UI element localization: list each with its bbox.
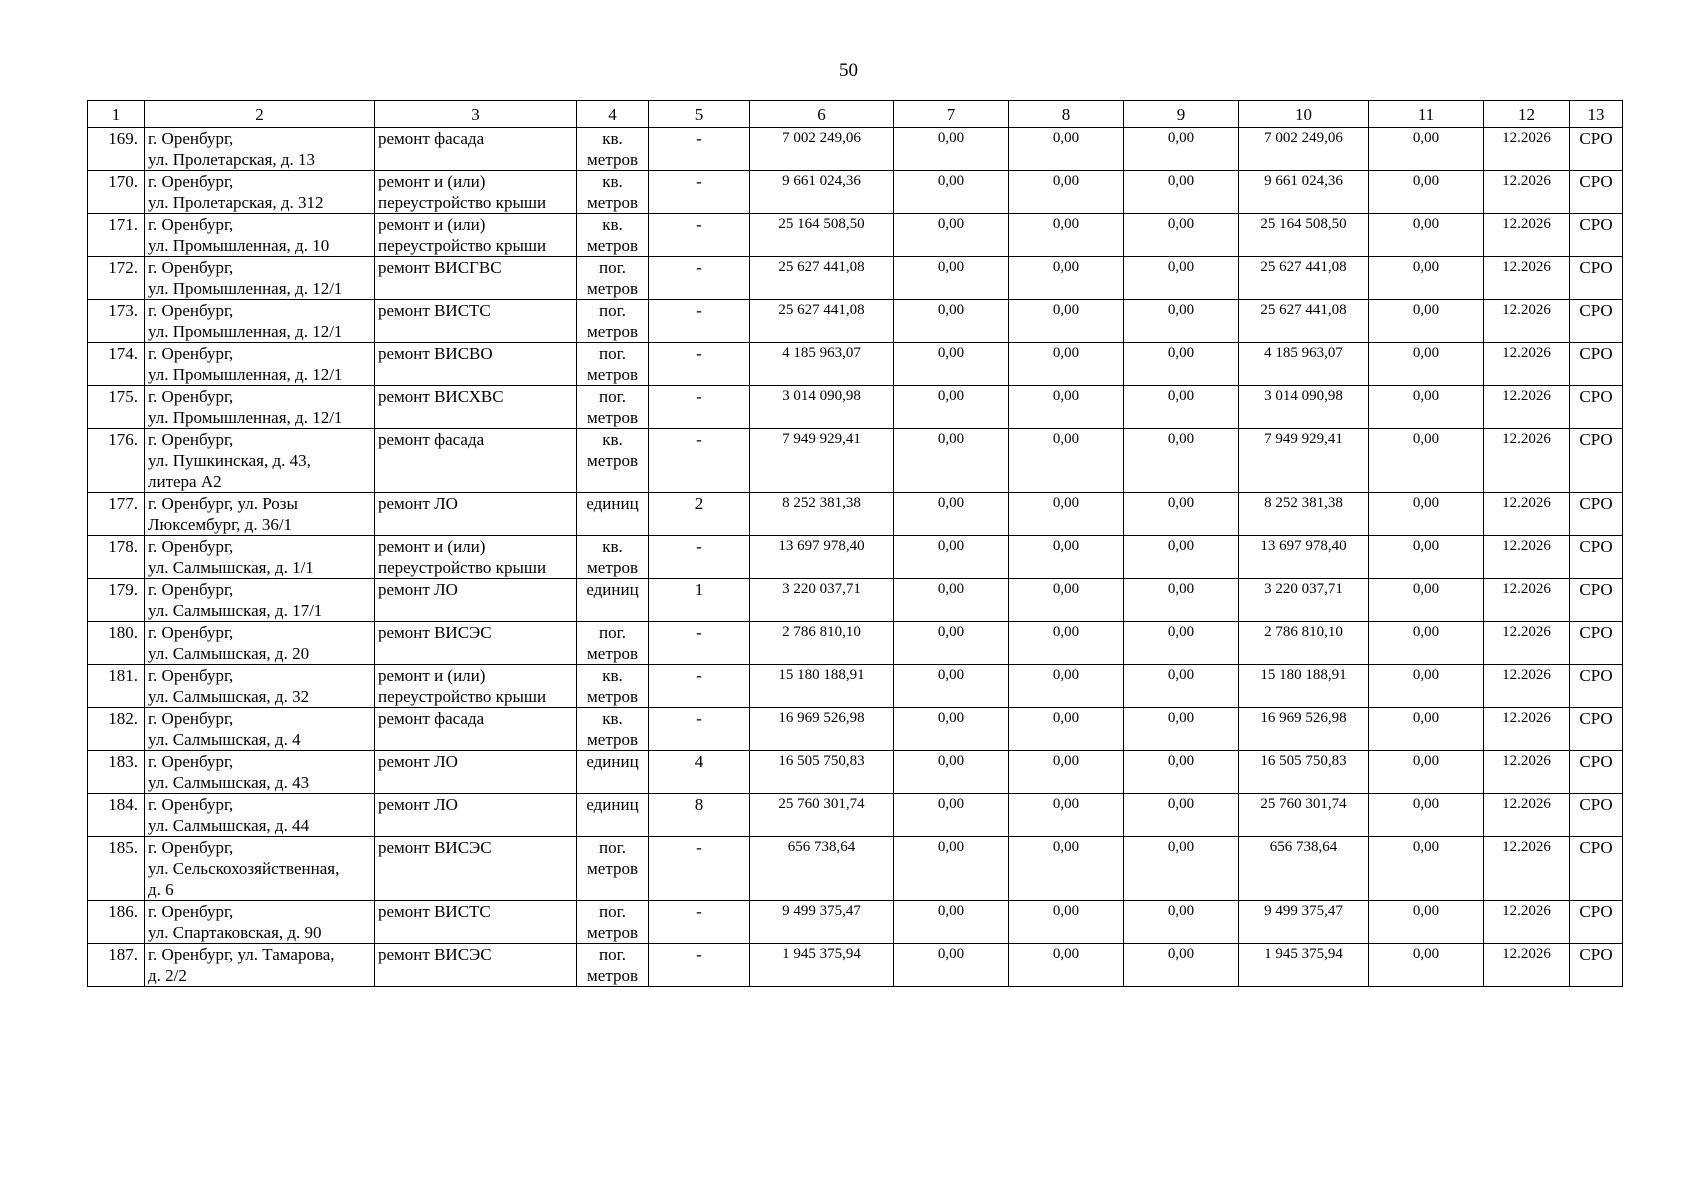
completion-date-cell: 12.2026 bbox=[1484, 665, 1570, 708]
column-11-cell: 0,00 bbox=[1369, 214, 1484, 257]
column-9-cell: 0,00 bbox=[1124, 837, 1239, 901]
unit-cell: пог. метров bbox=[577, 300, 649, 343]
column-11-cell: 0,00 bbox=[1369, 944, 1484, 987]
completion-date-cell: 12.2026 bbox=[1484, 579, 1570, 622]
unit-cell: кв. метров bbox=[577, 665, 649, 708]
column-9-cell: 0,00 bbox=[1124, 128, 1239, 171]
completion-date-cell: 12.2026 bbox=[1484, 429, 1570, 493]
funding-source-cell: СРО bbox=[1570, 837, 1623, 901]
funding-source-cell: СРО bbox=[1570, 708, 1623, 751]
total-cost-cell: 4 185 963,07 bbox=[750, 343, 894, 386]
unit-cell: пог. метров bbox=[577, 257, 649, 300]
funding-source-cell: СРО bbox=[1570, 901, 1623, 944]
row-number: 187. bbox=[88, 944, 145, 987]
column-7-cell: 0,00 bbox=[894, 214, 1009, 257]
funding-source-cell: СРО bbox=[1570, 751, 1623, 794]
column-8-cell: 0,00 bbox=[1009, 171, 1124, 214]
column-header-7: 7 bbox=[894, 101, 1009, 128]
unit-cell: кв. метров bbox=[577, 536, 649, 579]
funding-source-cell: СРО bbox=[1570, 536, 1623, 579]
column-8-cell: 0,00 bbox=[1009, 214, 1124, 257]
column-11-cell: 0,00 bbox=[1369, 300, 1484, 343]
column-9-cell: 0,00 bbox=[1124, 665, 1239, 708]
total-cost-cell: 9 661 024,36 bbox=[750, 171, 894, 214]
column-9-cell: 0,00 bbox=[1124, 386, 1239, 429]
work-type-cell: ремонт фасада bbox=[375, 708, 577, 751]
table-row bbox=[88, 536, 1623, 579]
total-cost-cell: 16 969 526,98 bbox=[750, 708, 894, 751]
column-7-cell: 0,00 bbox=[894, 300, 1009, 343]
row-number: 173. bbox=[88, 300, 145, 343]
column-11-cell: 0,00 bbox=[1369, 751, 1484, 794]
column-7-cell: 0,00 bbox=[894, 386, 1009, 429]
row-number: 183. bbox=[88, 751, 145, 794]
column-header-5: 5 bbox=[649, 101, 750, 128]
quantity-cell: - bbox=[649, 901, 750, 944]
funding-source-cell: СРО bbox=[1570, 665, 1623, 708]
column-11-cell: 0,00 bbox=[1369, 665, 1484, 708]
column-header-13: 13 bbox=[1570, 101, 1623, 128]
column-header-6: 6 bbox=[750, 101, 894, 128]
column-9-cell: 0,00 bbox=[1124, 257, 1239, 300]
funding-source-cell: СРО bbox=[1570, 794, 1623, 837]
address-cell: г. Оренбург, ул. Салмышская, д. 20 bbox=[145, 622, 375, 665]
table-row bbox=[88, 622, 1623, 665]
page-number: 50 bbox=[839, 60, 858, 81]
column-9-cell: 0,00 bbox=[1124, 579, 1239, 622]
unit-cell: кв. метров bbox=[577, 214, 649, 257]
address-cell: г. Оренбург, ул. Сельскохозяйственная, д. 6 bbox=[145, 837, 375, 901]
column-10-cell: 656 738,64 bbox=[1239, 837, 1369, 901]
completion-date-cell: 12.2026 bbox=[1484, 708, 1570, 751]
quantity-cell: - bbox=[649, 386, 750, 429]
column-9-cell: 0,00 bbox=[1124, 622, 1239, 665]
quantity-cell: - bbox=[649, 171, 750, 214]
column-9-cell: 0,00 bbox=[1124, 794, 1239, 837]
repair-register-table bbox=[87, 100, 1623, 987]
completion-date-cell: 12.2026 bbox=[1484, 622, 1570, 665]
quantity-cell: 8 bbox=[649, 794, 750, 837]
column-8-cell: 0,00 bbox=[1009, 300, 1124, 343]
column-8-cell: 0,00 bbox=[1009, 536, 1124, 579]
address-cell: г. Оренбург, ул. Промышленная, д. 12/1 bbox=[145, 386, 375, 429]
column-8-cell: 0,00 bbox=[1009, 493, 1124, 536]
unit-cell: единиц bbox=[577, 751, 649, 794]
column-10-cell: 16 969 526,98 bbox=[1239, 708, 1369, 751]
address-cell: г. Оренбург, ул. Салмышская, д. 32 bbox=[145, 665, 375, 708]
column-11-cell: 0,00 bbox=[1369, 794, 1484, 837]
column-11-cell: 0,00 bbox=[1369, 536, 1484, 579]
column-11-cell: 0,00 bbox=[1369, 493, 1484, 536]
work-type-cell: ремонт ВИСТС bbox=[375, 901, 577, 944]
quantity-cell: - bbox=[649, 257, 750, 300]
column-10-cell: 7 002 249,06 bbox=[1239, 128, 1369, 171]
quantity-cell: - bbox=[649, 944, 750, 987]
funding-source-cell: СРО bbox=[1570, 429, 1623, 493]
work-type-cell: ремонт ЛО bbox=[375, 794, 577, 837]
address-cell: г. Оренбург, ул. Салмышская, д. 44 bbox=[145, 794, 375, 837]
work-type-cell: ремонт ЛО bbox=[375, 579, 577, 622]
funding-source-cell: СРО bbox=[1570, 214, 1623, 257]
column-10-cell: 2 786 810,10 bbox=[1239, 622, 1369, 665]
column-7-cell: 0,00 bbox=[894, 128, 1009, 171]
table-row bbox=[88, 493, 1623, 536]
column-8-cell: 0,00 bbox=[1009, 343, 1124, 386]
unit-cell: пог. метров bbox=[577, 901, 649, 944]
total-cost-cell: 8 252 381,38 bbox=[750, 493, 894, 536]
total-cost-cell: 13 697 978,40 bbox=[750, 536, 894, 579]
row-number: 184. bbox=[88, 794, 145, 837]
column-7-cell: 0,00 bbox=[894, 579, 1009, 622]
column-9-cell: 0,00 bbox=[1124, 214, 1239, 257]
row-number: 180. bbox=[88, 622, 145, 665]
row-number: 169. bbox=[88, 128, 145, 171]
completion-date-cell: 12.2026 bbox=[1484, 837, 1570, 901]
funding-source-cell: СРО bbox=[1570, 343, 1623, 386]
address-cell: г. Оренбург, ул. Промышленная, д. 12/1 bbox=[145, 343, 375, 386]
address-cell: г. Оренбург, ул. Пролетарская, д. 13 bbox=[145, 128, 375, 171]
column-10-cell: 9 499 375,47 bbox=[1239, 901, 1369, 944]
column-7-cell: 0,00 bbox=[894, 536, 1009, 579]
unit-cell: единиц bbox=[577, 493, 649, 536]
address-cell: г. Оренбург, ул. Салмышская, д. 17/1 bbox=[145, 579, 375, 622]
work-type-cell: ремонт ЛО bbox=[375, 751, 577, 794]
column-8-cell: 0,00 bbox=[1009, 622, 1124, 665]
table-row bbox=[88, 128, 1623, 171]
work-type-cell: ремонт ВИСТС bbox=[375, 300, 577, 343]
quantity-cell: - bbox=[649, 300, 750, 343]
column-11-cell: 0,00 bbox=[1369, 837, 1484, 901]
column-11-cell: 0,00 bbox=[1369, 429, 1484, 493]
address-cell: г. Оренбург, ул. Промышленная, д. 10 bbox=[145, 214, 375, 257]
column-header-10: 10 bbox=[1239, 101, 1369, 128]
address-cell: г. Оренбург, ул. Пушкинская, д. 43, литера А2 bbox=[145, 429, 375, 493]
completion-date-cell: 12.2026 bbox=[1484, 794, 1570, 837]
total-cost-cell: 3 014 090,98 bbox=[750, 386, 894, 429]
total-cost-cell: 16 505 750,83 bbox=[750, 751, 894, 794]
quantity-cell: 1 bbox=[649, 579, 750, 622]
table-row bbox=[88, 837, 1623, 901]
total-cost-cell: 2 786 810,10 bbox=[750, 622, 894, 665]
column-11-cell: 0,00 bbox=[1369, 579, 1484, 622]
quantity-cell: - bbox=[649, 343, 750, 386]
address-cell: г. Оренбург, ул. Тамарова, д. 2/2 bbox=[145, 944, 375, 987]
total-cost-cell: 7 002 249,06 bbox=[750, 128, 894, 171]
work-type-cell: ремонт ВИСВО bbox=[375, 343, 577, 386]
quantity-cell: 2 bbox=[649, 493, 750, 536]
column-10-cell: 25 627 441,08 bbox=[1239, 300, 1369, 343]
quantity-cell: - bbox=[649, 837, 750, 901]
column-7-cell: 0,00 bbox=[894, 901, 1009, 944]
column-10-cell: 9 661 024,36 bbox=[1239, 171, 1369, 214]
column-header-11: 11 bbox=[1369, 101, 1484, 128]
column-9-cell: 0,00 bbox=[1124, 343, 1239, 386]
row-number: 185. bbox=[88, 837, 145, 901]
column-7-cell: 0,00 bbox=[894, 493, 1009, 536]
table-row bbox=[88, 901, 1623, 944]
table-row bbox=[88, 708, 1623, 751]
quantity-cell: - bbox=[649, 128, 750, 171]
funding-source-cell: СРО bbox=[1570, 300, 1623, 343]
completion-date-cell: 12.2026 bbox=[1484, 214, 1570, 257]
column-11-cell: 0,00 bbox=[1369, 901, 1484, 944]
quantity-cell: - bbox=[649, 708, 750, 751]
column-9-cell: 0,00 bbox=[1124, 901, 1239, 944]
address-cell: г. Оренбург, ул. Салмышская, д. 4 bbox=[145, 708, 375, 751]
work-type-cell: ремонт и (или) переустройство крыши bbox=[375, 214, 577, 257]
column-7-cell: 0,00 bbox=[894, 944, 1009, 987]
column-10-cell: 15 180 188,91 bbox=[1239, 665, 1369, 708]
unit-cell: пог. метров bbox=[577, 837, 649, 901]
funding-source-cell: СРО bbox=[1570, 257, 1623, 300]
total-cost-cell: 9 499 375,47 bbox=[750, 901, 894, 944]
unit-cell: пог. метров bbox=[577, 622, 649, 665]
work-type-cell: ремонт ВИСЭС bbox=[375, 622, 577, 665]
total-cost-cell: 25 627 441,08 bbox=[750, 300, 894, 343]
column-7-cell: 0,00 bbox=[894, 171, 1009, 214]
quantity-cell: - bbox=[649, 429, 750, 493]
quantity-cell: - bbox=[649, 214, 750, 257]
address-cell: г. Оренбург, ул. Спартаковская, д. 90 bbox=[145, 901, 375, 944]
header-row bbox=[88, 101, 1623, 128]
column-11-cell: 0,00 bbox=[1369, 622, 1484, 665]
column-9-cell: 0,00 bbox=[1124, 536, 1239, 579]
table-row bbox=[88, 429, 1623, 493]
column-11-cell: 0,00 bbox=[1369, 171, 1484, 214]
column-8-cell: 0,00 bbox=[1009, 386, 1124, 429]
column-10-cell: 4 185 963,07 bbox=[1239, 343, 1369, 386]
unit-cell: единиц bbox=[577, 579, 649, 622]
total-cost-cell: 656 738,64 bbox=[750, 837, 894, 901]
column-7-cell: 0,00 bbox=[894, 665, 1009, 708]
row-number: 178. bbox=[88, 536, 145, 579]
work-type-cell: ремонт фасада bbox=[375, 429, 577, 493]
column-7-cell: 0,00 bbox=[894, 429, 1009, 493]
column-10-cell: 1 945 375,94 bbox=[1239, 944, 1369, 987]
table-row bbox=[88, 214, 1623, 257]
funding-source-cell: СРО bbox=[1570, 622, 1623, 665]
work-type-cell: ремонт ВИСГВС bbox=[375, 257, 577, 300]
column-9-cell: 0,00 bbox=[1124, 429, 1239, 493]
column-header-3: 3 bbox=[375, 101, 577, 128]
column-9-cell: 0,00 bbox=[1124, 751, 1239, 794]
total-cost-cell: 25 760 301,74 bbox=[750, 794, 894, 837]
column-7-cell: 0,00 bbox=[894, 257, 1009, 300]
unit-cell: пог. метров bbox=[577, 343, 649, 386]
row-number: 182. bbox=[88, 708, 145, 751]
table-row bbox=[88, 257, 1623, 300]
completion-date-cell: 12.2026 bbox=[1484, 257, 1570, 300]
column-8-cell: 0,00 bbox=[1009, 665, 1124, 708]
quantity-cell: - bbox=[649, 665, 750, 708]
column-10-cell: 8 252 381,38 bbox=[1239, 493, 1369, 536]
column-11-cell: 0,00 bbox=[1369, 386, 1484, 429]
row-number: 179. bbox=[88, 579, 145, 622]
column-7-cell: 0,00 bbox=[894, 708, 1009, 751]
column-10-cell: 7 949 929,41 bbox=[1239, 429, 1369, 493]
column-7-cell: 0,00 bbox=[894, 751, 1009, 794]
work-type-cell: ремонт ВИСЭС bbox=[375, 944, 577, 987]
table-row bbox=[88, 300, 1623, 343]
table-row bbox=[88, 794, 1623, 837]
total-cost-cell: 3 220 037,71 bbox=[750, 579, 894, 622]
column-9-cell: 0,00 bbox=[1124, 300, 1239, 343]
column-header-8: 8 bbox=[1009, 101, 1124, 128]
column-9-cell: 0,00 bbox=[1124, 171, 1239, 214]
row-number: 177. bbox=[88, 493, 145, 536]
table-row bbox=[88, 944, 1623, 987]
row-number: 170. bbox=[88, 171, 145, 214]
address-cell: г. Оренбург, ул. Розы Люксембург, д. 36/1 bbox=[145, 493, 375, 536]
table-row bbox=[88, 579, 1623, 622]
column-11-cell: 0,00 bbox=[1369, 257, 1484, 300]
address-cell: г. Оренбург, ул. Салмышская, д. 43 bbox=[145, 751, 375, 794]
column-8-cell: 0,00 bbox=[1009, 751, 1124, 794]
column-8-cell: 0,00 bbox=[1009, 837, 1124, 901]
row-number: 175. bbox=[88, 386, 145, 429]
column-8-cell: 0,00 bbox=[1009, 901, 1124, 944]
address-cell: г. Оренбург, ул. Промышленная, д. 12/1 bbox=[145, 300, 375, 343]
funding-source-cell: СРО bbox=[1570, 944, 1623, 987]
column-8-cell: 0,00 bbox=[1009, 128, 1124, 171]
column-8-cell: 0,00 bbox=[1009, 429, 1124, 493]
unit-cell: кв. метров bbox=[577, 708, 649, 751]
table-row bbox=[88, 343, 1623, 386]
completion-date-cell: 12.2026 bbox=[1484, 751, 1570, 794]
row-number: 176. bbox=[88, 429, 145, 493]
column-10-cell: 3 014 090,98 bbox=[1239, 386, 1369, 429]
column-10-cell: 25 627 441,08 bbox=[1239, 257, 1369, 300]
completion-date-cell: 12.2026 bbox=[1484, 901, 1570, 944]
work-type-cell: ремонт и (или) переустройство крыши bbox=[375, 536, 577, 579]
funding-source-cell: СРО bbox=[1570, 386, 1623, 429]
funding-source-cell: СРО bbox=[1570, 493, 1623, 536]
completion-date-cell: 12.2026 bbox=[1484, 343, 1570, 386]
work-type-cell: ремонт ВИСХВС bbox=[375, 386, 577, 429]
row-number: 174. bbox=[88, 343, 145, 386]
column-7-cell: 0,00 bbox=[894, 622, 1009, 665]
column-10-cell: 25 760 301,74 bbox=[1239, 794, 1369, 837]
column-8-cell: 0,00 bbox=[1009, 579, 1124, 622]
column-8-cell: 0,00 bbox=[1009, 708, 1124, 751]
funding-source-cell: СРО bbox=[1570, 171, 1623, 214]
quantity-cell: - bbox=[649, 622, 750, 665]
quantity-cell: - bbox=[649, 536, 750, 579]
column-11-cell: 0,00 bbox=[1369, 708, 1484, 751]
row-number: 172. bbox=[88, 257, 145, 300]
column-10-cell: 3 220 037,71 bbox=[1239, 579, 1369, 622]
funding-source-cell: СРО bbox=[1570, 579, 1623, 622]
completion-date-cell: 12.2026 bbox=[1484, 128, 1570, 171]
column-8-cell: 0,00 bbox=[1009, 257, 1124, 300]
column-10-cell: 16 505 750,83 bbox=[1239, 751, 1369, 794]
column-header-4: 4 bbox=[577, 101, 649, 128]
work-type-cell: ремонт и (или) переустройство крыши bbox=[375, 171, 577, 214]
table-row bbox=[88, 171, 1623, 214]
unit-cell: пог. метров bbox=[577, 386, 649, 429]
unit-cell: кв. метров bbox=[577, 171, 649, 214]
total-cost-cell: 7 949 929,41 bbox=[750, 429, 894, 493]
funding-source-cell: СРО bbox=[1570, 128, 1623, 171]
work-type-cell: ремонт и (или) переустройство крыши bbox=[375, 665, 577, 708]
total-cost-cell: 1 945 375,94 bbox=[750, 944, 894, 987]
completion-date-cell: 12.2026 bbox=[1484, 536, 1570, 579]
work-type-cell: ремонт ЛО bbox=[375, 493, 577, 536]
column-9-cell: 0,00 bbox=[1124, 944, 1239, 987]
column-11-cell: 0,00 bbox=[1369, 128, 1484, 171]
completion-date-cell: 12.2026 bbox=[1484, 386, 1570, 429]
work-type-cell: ремонт фасада bbox=[375, 128, 577, 171]
column-header-12: 12 bbox=[1484, 101, 1570, 128]
table-row bbox=[88, 386, 1623, 429]
address-cell: г. Оренбург, ул. Салмышская, д. 1/1 bbox=[145, 536, 375, 579]
completion-date-cell: 12.2026 bbox=[1484, 944, 1570, 987]
unit-cell: кв. метров bbox=[577, 128, 649, 171]
column-8-cell: 0,00 bbox=[1009, 944, 1124, 987]
column-10-cell: 13 697 978,40 bbox=[1239, 536, 1369, 579]
column-header-1: 1 bbox=[88, 101, 145, 128]
total-cost-cell: 25 164 508,50 bbox=[750, 214, 894, 257]
table-row bbox=[88, 665, 1623, 708]
quantity-cell: 4 bbox=[649, 751, 750, 794]
unit-cell: пог. метров bbox=[577, 944, 649, 987]
column-9-cell: 0,00 bbox=[1124, 493, 1239, 536]
unit-cell: кв. метров bbox=[577, 429, 649, 493]
row-number: 181. bbox=[88, 665, 145, 708]
column-7-cell: 0,00 bbox=[894, 794, 1009, 837]
unit-cell: единиц bbox=[577, 794, 649, 837]
completion-date-cell: 12.2026 bbox=[1484, 171, 1570, 214]
column-9-cell: 0,00 bbox=[1124, 708, 1239, 751]
column-10-cell: 25 164 508,50 bbox=[1239, 214, 1369, 257]
column-header-2: 2 bbox=[145, 101, 375, 128]
total-cost-cell: 15 180 188,91 bbox=[750, 665, 894, 708]
row-number: 171. bbox=[88, 214, 145, 257]
completion-date-cell: 12.2026 bbox=[1484, 493, 1570, 536]
column-header-9: 9 bbox=[1124, 101, 1239, 128]
column-7-cell: 0,00 bbox=[894, 837, 1009, 901]
row-number: 186. bbox=[88, 901, 145, 944]
table-row bbox=[88, 751, 1623, 794]
column-11-cell: 0,00 bbox=[1369, 343, 1484, 386]
column-8-cell: 0,00 bbox=[1009, 794, 1124, 837]
work-type-cell: ремонт ВИСЭС bbox=[375, 837, 577, 901]
table-body bbox=[88, 128, 1623, 987]
total-cost-cell: 25 627 441,08 bbox=[750, 257, 894, 300]
address-cell: г. Оренбург, ул. Промышленная, д. 12/1 bbox=[145, 257, 375, 300]
address-cell: г. Оренбург, ул. Пролетарская, д. 312 bbox=[145, 171, 375, 214]
column-7-cell: 0,00 bbox=[894, 343, 1009, 386]
completion-date-cell: 12.2026 bbox=[1484, 300, 1570, 343]
